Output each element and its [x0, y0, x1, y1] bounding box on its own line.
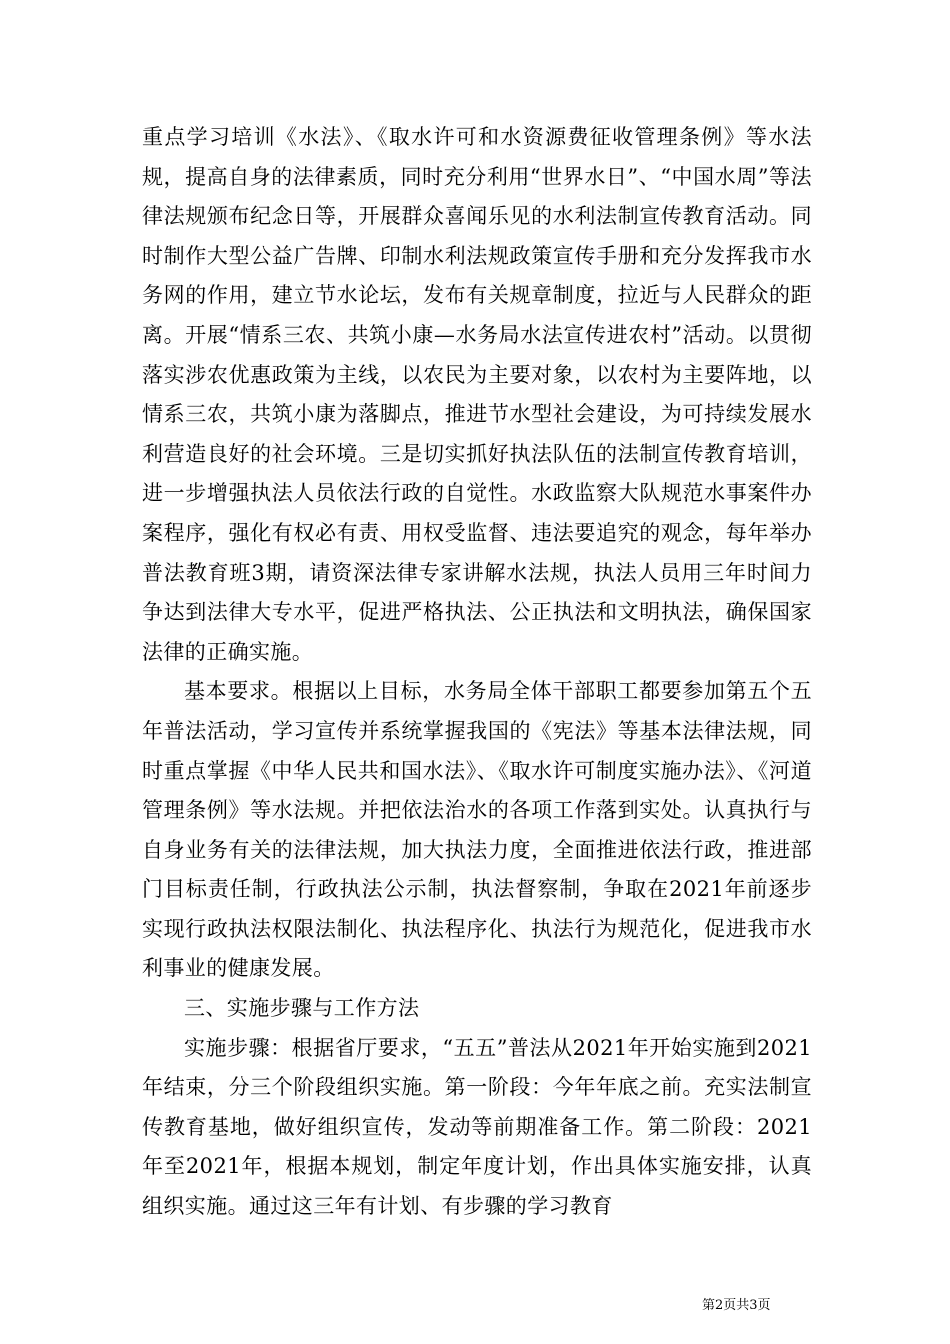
document-body: [142, 118, 812, 1227]
paragraph-2: 基本要求。根据以上目标，水务局全体干部职工都要参加第五个五年普法活动，学习宣传并系统掌握我国的《宪法》等基本法律法规，同时重点掌握《中华人民共和国水法》、《取水许可制度实施办法》、《河道管理条例》等水法规。并把依法治水的各项工作落到实处。认真执行与自身业务有关的法律法规，加大执法力度，全面推进依法行政，推进部门目标责任制，行政执法公示制，执法督察制，争取在2021年前逐步实现行政执法权限法制化、执法程序化、执法行为规范化，促进我市水利事业的健康发展。: [142, 679, 812, 981]
section-heading: 三、实施步骤与工作方法: [184, 996, 420, 1021]
paragraph-1: 重点学习培训《水法》、《取水许可和水资源费征收管理条例》等水法规，提高自身的法律素质，同时充分利用“世界水日”、“中国水周”等法律法规颁布纪念日等，开展群众喜闻乐见的水利法制宣传教育活动。同时制作大型公益广告牌、印制水利法规政策宣传手册和充分发挥我市水务网的作用，建立节水论坛，发布有关规章制度，拉近与人民群众的距离。开展“情系三农、共筑小康—水务局水法宣传进农村”活动。以贯彻落实涉农优惠政策为主线，以农民为主要对象，以农村为主要阵地，以情系三农，共筑小康为落脚点，推进节水型社会建设，为可持续发展水利营造良好的社会环境。三是切实抓好执法队伍的法制宣传教育培训，进一步增强执法人员依法行政的自觉性。水政监察大队规范水事案件办案程序，强化有权必有责、用权受监督、违法要追究的观念，每年举办普法教育班3期，请资深法律专家讲解水法规，执法人员用三年时间力争达到法律大专水平，促进严格执法、公正执法和文明执法，确保国家法律的正确实施。: [142, 125, 812, 664]
page-number-footer: 第2页共3页: [702, 1298, 771, 1313]
paragraph-3: 实施步骤：根据省厅要求，“五五”普法从2021年开始实施到2021年结束，分三个阶段组织实施。第一阶段：今年年底之前。充实法制宣传教育基地，做好组织宣传，发动等前期准备工作。第二阶段：2021年至2021年，根据本规划，制定年度计划，作出具体实施安排，认真组织实施。通过这三年有计划、有步骤的学习教育: [142, 1035, 812, 1219]
